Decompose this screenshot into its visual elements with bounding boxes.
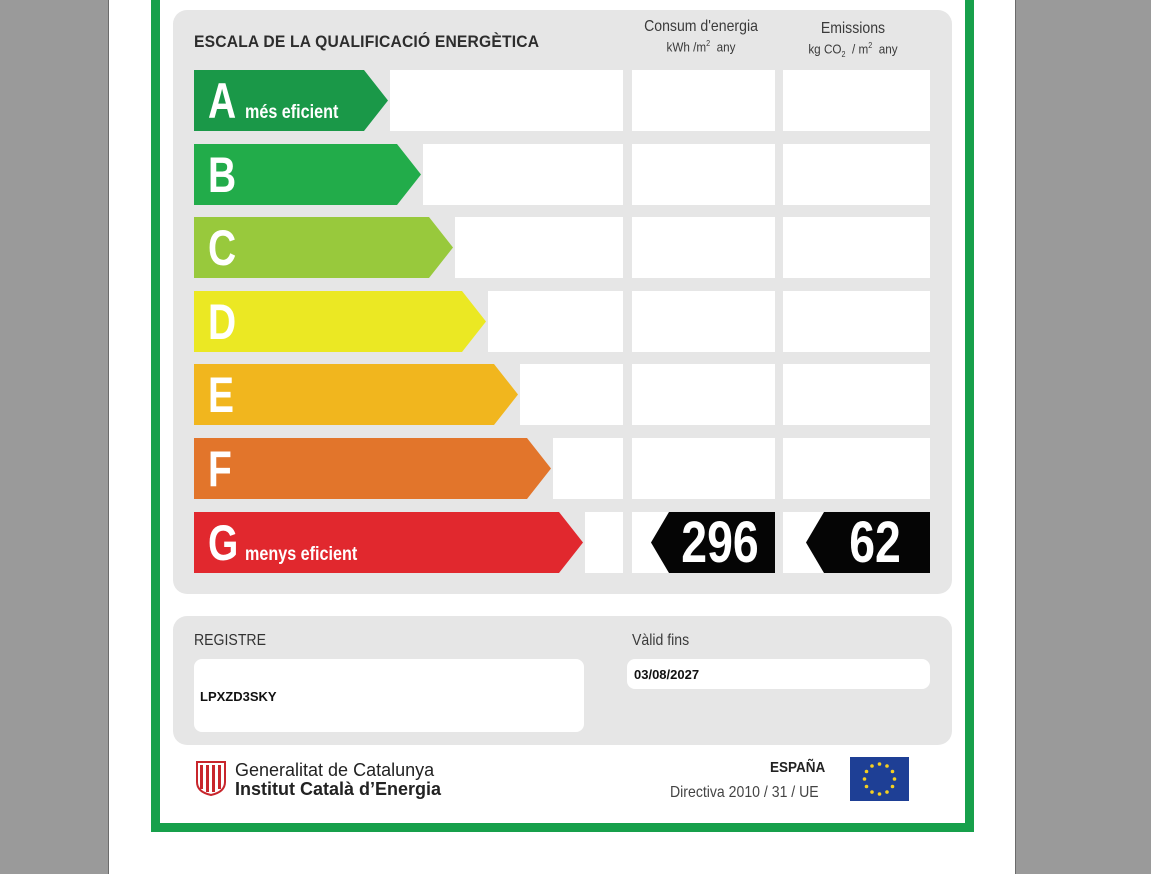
emissions-unit-suffix: any	[878, 41, 898, 57]
eu-star	[878, 792, 882, 796]
rating-row-filler	[553, 438, 623, 499]
rating-arrow-b	[194, 144, 421, 205]
eu-star	[865, 770, 869, 774]
rating-letter: G	[208, 515, 239, 571]
emissions-cell	[783, 217, 930, 278]
rating-arrow-fill	[194, 438, 551, 499]
value-number: 62	[849, 510, 901, 575]
rating-caption: menys eficient	[245, 544, 358, 565]
rating-letter: E	[208, 367, 235, 423]
consumption-cell	[632, 70, 775, 131]
eu-star	[891, 785, 895, 789]
register-label: REGISTRE	[194, 632, 266, 649]
emissions-value-indicator	[806, 512, 930, 573]
emissions-unit-mid: / m	[852, 41, 869, 57]
consumption-header-text: Consum d'energia	[644, 18, 758, 35]
rating-arrow-e	[194, 364, 518, 425]
rating-row-filler	[455, 217, 623, 278]
generalitat-logo-icon	[195, 760, 227, 796]
rating-arrow-fill	[194, 291, 486, 352]
value-number: 296	[681, 510, 759, 575]
emissions-unit	[786, 41, 921, 59]
eu-star	[870, 764, 874, 768]
eu-star	[870, 790, 874, 794]
eu-star	[878, 762, 882, 766]
consumption-cell	[632, 291, 775, 352]
rating-arrow-g	[194, 512, 583, 573]
emissions-cell	[783, 144, 930, 205]
consumption-unit-prefix: kWh /m	[666, 39, 707, 55]
rating-letter: A	[208, 73, 237, 129]
rating-letter: D	[208, 294, 237, 350]
consumption-unit-suffix: any	[716, 39, 736, 55]
rating-arrow-shape	[194, 291, 486, 352]
rating-caption: més eficient	[245, 102, 339, 123]
eu-star	[865, 785, 869, 789]
eu-star	[885, 764, 889, 768]
issuer-line-2: Institut Català d’Energia	[235, 779, 442, 799]
rating-arrow-f	[194, 438, 551, 499]
rating-row-filler	[520, 364, 623, 425]
eu-flag-icon	[850, 757, 909, 801]
eu-star	[893, 777, 897, 781]
rating-row-filler	[423, 144, 623, 205]
rating-letter: C	[208, 220, 237, 276]
valid-until-value: 03/08/2027	[634, 667, 700, 682]
emissions-cell	[783, 438, 930, 499]
consumption-cell	[632, 217, 775, 278]
emissions-cell	[783, 364, 930, 425]
consumption-cell	[632, 144, 775, 205]
emissions-unit-prefix: kg CO	[808, 41, 842, 57]
emissions-unit-sub: 2	[841, 49, 846, 59]
rating-arrow-d	[194, 291, 486, 352]
emissions-header-text: Emissions	[820, 20, 886, 37]
rating-arrow-fill	[194, 364, 518, 425]
eu-star	[891, 770, 895, 774]
rating-row-filler	[488, 291, 623, 352]
rating-row-filler	[585, 512, 623, 573]
emissions-unit-sup: 2	[868, 41, 873, 50]
rating-letter: B	[208, 147, 237, 203]
eu-star	[885, 790, 889, 794]
rating-arrow-shape	[194, 364, 518, 425]
emissions-cell	[783, 70, 930, 131]
consumption-value-indicator	[651, 512, 775, 573]
rating-arrow-shape	[194, 438, 551, 499]
consumption-cell	[632, 364, 775, 425]
register-value: LPXZD3SKY	[200, 689, 277, 704]
country-label: ESPAÑA	[770, 759, 826, 776]
consumption-header	[626, 18, 776, 54]
emissions-header	[778, 20, 928, 59]
scale-title: ESCALA DE LA QUALIFICACIÓ ENERGÈTICA	[194, 32, 540, 51]
consumption-cell	[632, 438, 775, 499]
emissions-cell	[783, 291, 930, 352]
issuer-line-1: Generalitat de Catalunya	[235, 760, 435, 780]
eu-star	[863, 777, 867, 781]
valid-until-label: Vàlid fins	[632, 632, 690, 649]
consumption-unit	[634, 39, 769, 54]
rating-arrow-c	[194, 217, 453, 278]
directive-label: Directiva 2010 / 31 / UE	[670, 784, 819, 801]
rating-row-filler	[390, 70, 623, 131]
rating-arrow-a	[194, 70, 388, 131]
rating-letter: F	[208, 441, 232, 497]
consumption-unit-sup: 2	[706, 39, 711, 48]
